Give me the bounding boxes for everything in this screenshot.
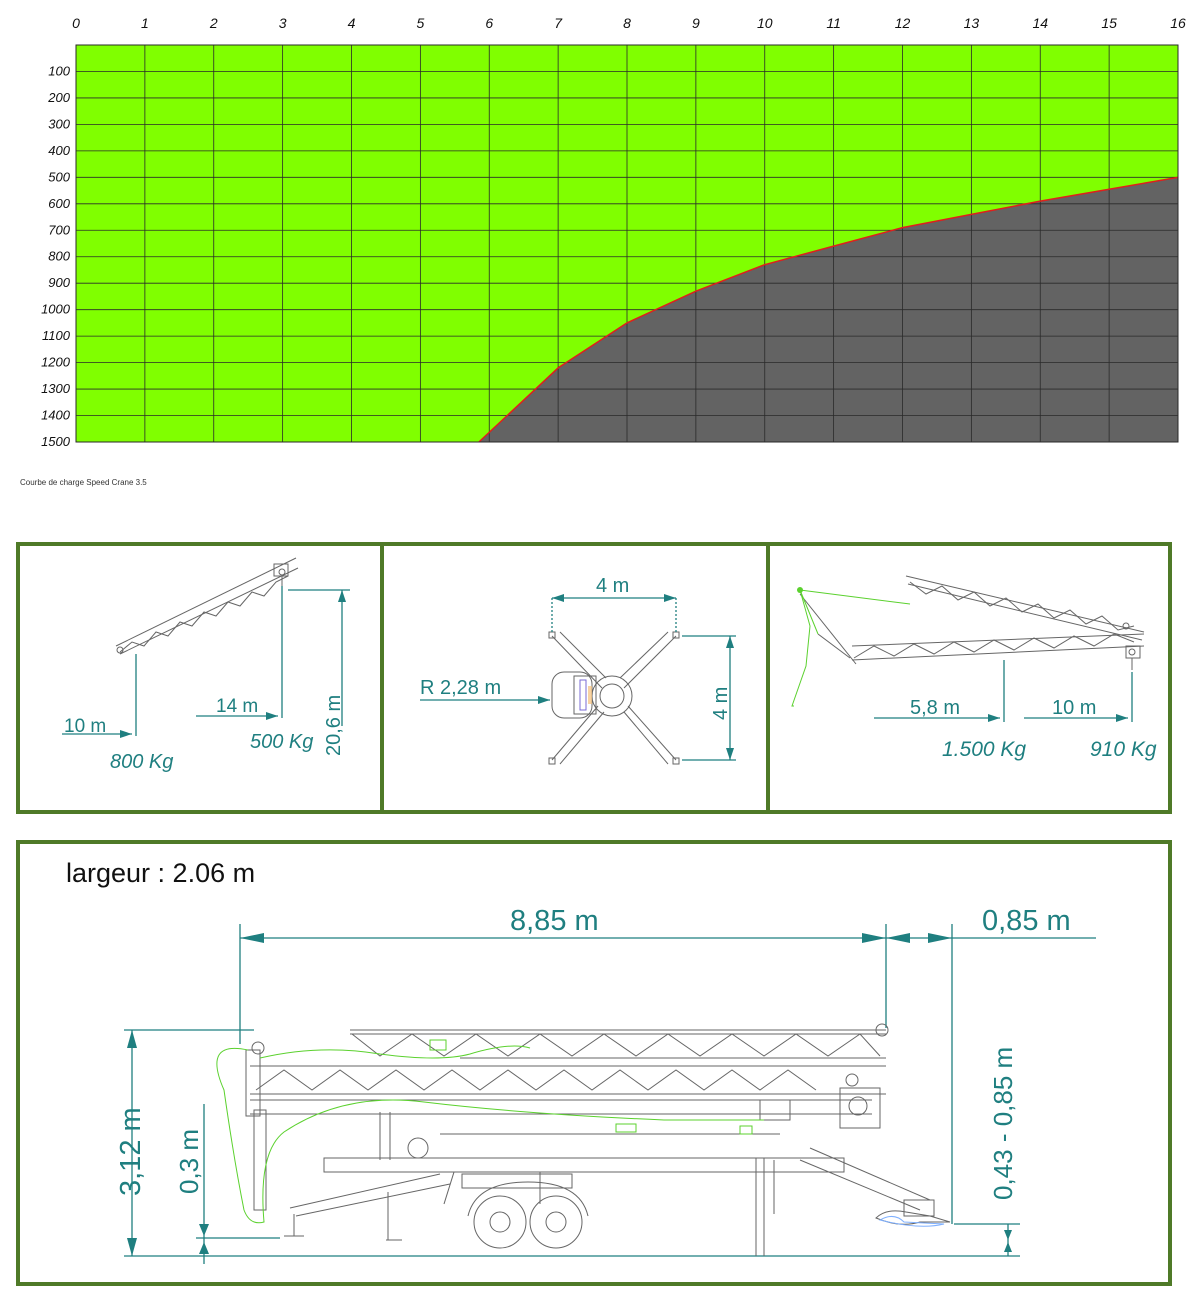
- transport-height: 3,12 m: [115, 1107, 147, 1196]
- y-tick-label: 900: [48, 275, 70, 291]
- x-tick-label: 4: [347, 15, 356, 31]
- x-tick-label: 16: [1170, 15, 1186, 31]
- y-tick-label: 1500: [41, 434, 70, 449]
- x-tick-label: 8: [623, 15, 631, 31]
- arrow-right-icon: [266, 712, 278, 720]
- y-tick-label: 500: [48, 169, 70, 185]
- x-tick-label: 15: [1101, 15, 1117, 31]
- x-tick-label: 7: [554, 15, 563, 31]
- y-tick-label: 1200: [41, 354, 70, 370]
- slewing-radius: R 2,28 m: [420, 677, 502, 699]
- y-tick-label: 1100: [42, 328, 70, 344]
- y-tick-label: 300: [48, 116, 70, 132]
- y-tick-label: 400: [48, 142, 70, 158]
- outrigger-plan-drawing: [549, 632, 679, 764]
- arrow-down-icon: [1004, 1230, 1012, 1240]
- load-near: 500 Kg: [250, 731, 314, 753]
- reach-near: 5,8 m: [910, 697, 961, 719]
- arrow-up-icon: [199, 1242, 209, 1254]
- panel-transport-dimensions: [16, 840, 1172, 1286]
- arrow-up-icon: [127, 1030, 137, 1048]
- x-tick-label: 3: [278, 15, 287, 31]
- arrow-right-icon: [928, 933, 952, 943]
- y-tick-label: 100: [48, 63, 70, 79]
- y-tick-label: 700: [48, 222, 70, 238]
- arrow-up-icon: [1004, 1242, 1012, 1252]
- arrow-right-icon: [862, 933, 886, 943]
- y-tick-label: 800: [48, 248, 70, 264]
- arrow-left-icon: [886, 933, 910, 943]
- leveling-range: 0,43 - 0,85 m: [988, 1046, 1018, 1200]
- hook-height: 20,6 m: [323, 694, 345, 756]
- arrow-down-icon: [726, 748, 734, 760]
- x-tick-label: 1: [140, 15, 149, 31]
- x-tick-label: 11: [826, 15, 841, 31]
- y-tick-label: 1400: [41, 407, 70, 423]
- folding-jib-drawing: [800, 576, 1144, 670]
- panel-folding-jib: [766, 542, 1172, 814]
- y-tick-label: 200: [48, 89, 70, 105]
- outrigger-span: 4 m: [596, 575, 630, 597]
- x-tick-label: 6: [485, 15, 494, 31]
- transport-width-label: largeur : 2.06 m: [66, 858, 256, 888]
- x-tick-label: 13: [963, 15, 980, 31]
- load-chart: [0, 0, 1200, 470]
- x-tick-label: 2: [209, 15, 218, 31]
- horizontal-reach-far: 10 m: [64, 716, 107, 737]
- ground-clearance: 0,3 m: [174, 1128, 204, 1194]
- y-tick-label: 1000: [41, 301, 70, 317]
- y-tick-label: 600: [48, 195, 70, 211]
- x-tick-label: 5: [416, 15, 425, 31]
- load-far: 800 Kg: [110, 751, 174, 773]
- arrow-right-icon: [1116, 714, 1128, 722]
- arrow-up-icon: [338, 590, 346, 602]
- panel-outrigger-footprint: [380, 542, 770, 814]
- reach-far: 10 m: [1052, 697, 1097, 719]
- raised-jib-drawing: [116, 558, 298, 654]
- x-tick-label: 9: [691, 15, 700, 31]
- load-near: 1.500 Kg: [942, 738, 1027, 761]
- arrow-down-icon: [127, 1238, 137, 1256]
- arrow-right-icon: [120, 730, 132, 738]
- x-tick-label: 0: [72, 15, 80, 31]
- panel-raised-boom: [16, 542, 384, 814]
- load-far: 910 Kg: [1090, 738, 1157, 761]
- x-tick-label: 14: [1032, 15, 1049, 31]
- y-tick-label: 1300: [41, 381, 70, 397]
- horizontal-reach-near: 14 m: [216, 696, 259, 717]
- arrow-right-icon: [664, 594, 676, 602]
- arrow-down-icon: [199, 1224, 209, 1236]
- arrow-left-icon: [240, 933, 264, 943]
- x-tick-label: 10: [756, 15, 773, 31]
- crane-transport-drawing: [246, 1024, 950, 1256]
- x-tick-label: 12: [894, 15, 911, 31]
- arrow-right-icon: [538, 696, 550, 704]
- rear-overhang: 0,85 m: [982, 905, 1071, 937]
- arrow-left-icon: [552, 594, 564, 602]
- outrigger-depth: 4 m: [710, 686, 732, 720]
- arrow-right-icon: [988, 714, 1000, 722]
- chart-caption: Courbe de charge Speed Crane 3.5: [20, 478, 147, 487]
- arrow-up-icon: [726, 636, 734, 648]
- transport-length: 8,85 m: [510, 905, 599, 937]
